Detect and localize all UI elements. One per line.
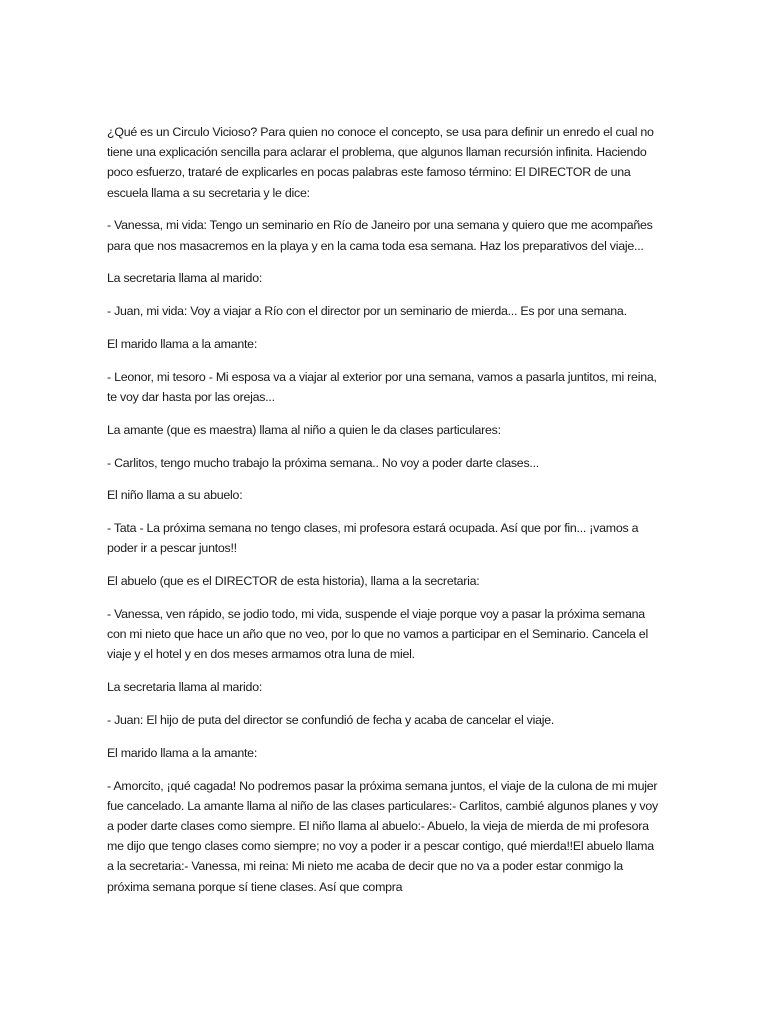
- paragraph-lover-to-child: - Carlitos, tengo mucho trabajo la próxima semana.. No voy a poder darte clases...: [107, 455, 539, 470]
- document-body: [107, 122, 663, 909]
- paragraph-secretary-to-husband-2: - Juan: El hijo de puta del director se confundió de fecha y acaba de cancelar el viaje.: [107, 712, 555, 727]
- paragraph-narration: El marido llama a la amante:: [107, 337, 258, 351]
- paragraph-narration: La secretaria llama al marido:: [107, 271, 263, 286]
- paragraph-secretary-to-husband: - Juan, mi vida: Voy a viajar a Río con el director por un seminario de mierda... Es por una semana.: [107, 304, 627, 319]
- paragraph-husband-to-lover: - Leonor, mi tesoro - Mi esposa va a viajar al exterior por una semana, vamos a pasarla juntitos, mi reina, te voy dar hasta por las orejas...: [107, 369, 657, 404]
- paragraph-narration: El abuelo (que es el DIRECTOR de esta historia), llama a la secretaria:: [107, 574, 480, 589]
- paragraph-child-to-grandfather: - Tata - La próxima semana no tengo clases, mi profesora estará ocupada. Así que por fin... ¡vamos a poder ir a pescar juntos!!: [107, 521, 639, 556]
- paragraph-husband-to-lover-2: - Amorcito, ¡qué cagada! No podremos pasar la próxima semana juntos, el viaje de la culona de mi mujer fue cancelado. La amante llama al niño de las clases particulares:- Carlitos, cambié algunos planes y voy a poder darte clases como siempre. El niño llama al abuelo:- Abuelo, la vieja de mierda de mi profesora me dijo que tengo clases como siempre; no voy a poder ir a pescar contigo, qué mierda!!El abuelo llama a la secretaria:- Vanessa, mi reina: Mi nieto me acaba de decir que no va a poder estar conmigo la próxima semana porque sí tiene clases. Así que compra: [107, 778, 658, 894]
- paragraph-director-to-secretary: - Vanessa, mi vida: Tengo un seminario en Río de Janeiro por una semana y quiero que me acompañes para que nos masacremos en la playa y en la cama toda esa semana. Haz los preparativos del viaje...: [107, 218, 653, 253]
- paragraph-narration: La secretaria llama al marido:: [107, 680, 263, 695]
- paragraph-narration: La amante (que es maestra) llama al niño a quien le da clases particulares:: [107, 422, 501, 437]
- paragraph-grandfather-to-secretary: - Vanessa, ven rápido, se jodio todo, mi vida, suspende el viaje porque voy a pasar la próxima semana con mi nieto que hace un año que no veo, por lo que no vamos a participar en el Seminario. Cancela el viaje y el hotel y en dos meses armamos otra luna de miel.: [107, 606, 648, 662]
- paragraph-narration: El niño llama a su abuelo:: [107, 488, 243, 503]
- paragraph-intro: ¿Qué es un Circulo Vicioso? Para quien no conoce el concepto, se usa para definir un enredo el cual no tiene una explicación sencilla para aclarar el problema, que algunos llaman recursión infinita. Haciendo poco esfuerzo, trataré de explicarles en pocas palabras este famoso término: El DIRECTOR de una escuela llama a su secretaria y le dice:: [107, 125, 654, 200]
- paragraph-narration: El marido llama a la amante:: [107, 745, 258, 760]
